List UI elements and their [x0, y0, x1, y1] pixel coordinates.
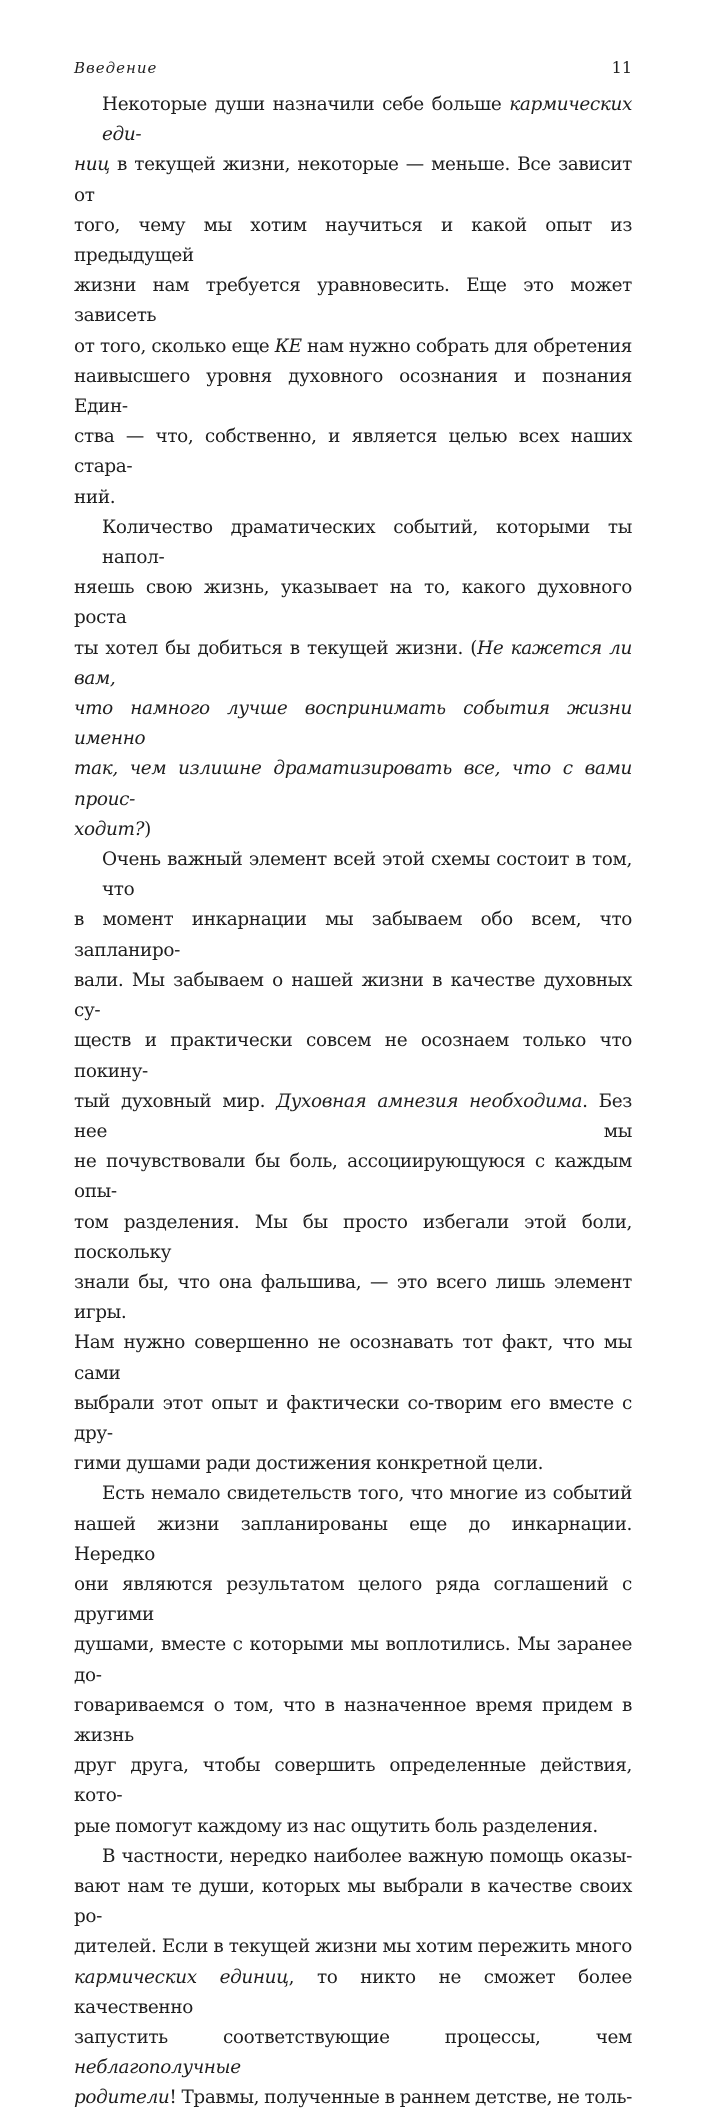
text-run: не почувствовали бы боль, ассоциирующуюся с каждым опы- — [74, 1151, 632, 1203]
text-run: дителей. Если в текущей жизни мы хотим пережить много — [74, 1936, 632, 1958]
text-run: в текущей жизни, некоторые — меньше. Все зависит от — [74, 154, 632, 206]
text-line — [74, 634, 632, 694]
text-run: выбрали этот опыт и фактически со-творим его вместе с дру- — [74, 1392, 632, 1444]
paragraph — [74, 1842, 632, 2114]
text-line — [74, 1147, 632, 1207]
page-number: 11 — [611, 58, 632, 77]
text-run: от того, сколько еще — [74, 335, 275, 357]
text-run: гими душами ради достижения конкретной цели. — [74, 1453, 544, 1475]
text-line — [74, 1268, 632, 1328]
text-run: знали бы, что она фальшива, — это всего лишь элемент игры. — [74, 1271, 632, 1324]
text-line — [74, 1751, 632, 1811]
text-line — [74, 1963, 632, 2023]
text-line — [74, 483, 632, 513]
italic-text: ходит? — [74, 818, 145, 840]
text-line — [74, 332, 632, 362]
text-run: в момент инкарнации мы забываем обо всем, что запланиро- — [74, 909, 632, 961]
text-line — [74, 362, 632, 422]
text-run: ты хотел бы добиться в текущей жизни. ( — [74, 637, 478, 659]
text-run: ществ и практически совсем не осознаем только что покину- — [74, 1030, 632, 1082]
text-run: тый духовный мир. — [74, 1090, 277, 1112]
paragraph — [74, 1479, 632, 1841]
text-run: том разделения. Мы бы просто избегали этой боли, поскольку — [74, 1211, 632, 1263]
text-line — [74, 1328, 632, 1388]
text-line — [74, 271, 632, 331]
italic-text: кармических еди- — [102, 94, 632, 146]
text-line — [74, 845, 632, 905]
body-text — [74, 90, 632, 2114]
text-line — [74, 815, 632, 845]
text-run: , то никто не сможет более качественно — [74, 1966, 632, 2018]
text-run: Количество драматических событий, которыми ты напол- — [102, 516, 632, 569]
text-run: В частности, нередко наиболее важную помощь оказы- — [102, 1845, 632, 1867]
text-line — [74, 573, 632, 633]
text-line — [74, 1510, 632, 1570]
text-run: они являются результатом целого ряда соглашений с другими — [74, 1573, 632, 1626]
text-run: говариваемся о том, что в назначенное время придем в жизнь — [74, 1694, 632, 1746]
text-run: жизни нам требуется уравновесить. Еще это может зависеть — [74, 275, 632, 327]
text-line — [74, 754, 632, 814]
italic-text: КЕ — [274, 335, 302, 357]
text-line — [74, 1570, 632, 1630]
text-run: друг друга, чтобы совершить определенные действия, кото- — [74, 1755, 632, 1807]
paragraph — [74, 845, 632, 1479]
italic-text: ниц — [74, 154, 110, 176]
text-run: вали. Мы забываем о нашей жизни в качестве духовных су- — [74, 969, 632, 1022]
text-line — [74, 90, 632, 150]
text-run: ! Травмы, полученные в раннем детстве, не толь- — [169, 2087, 632, 2109]
text-run: Нам нужно совершенно не осознавать тот факт, что мы сами — [74, 1332, 632, 1384]
paragraph — [74, 90, 632, 513]
text-run: ства — что, собственно, и является целью всех наших стара- — [74, 426, 632, 478]
text-run: того, чему мы хотим научиться и какой опыт из предыдущей — [74, 214, 632, 267]
text-run: няешь свою жизнь, указывает на то, какого духовного роста — [74, 577, 632, 629]
text-line — [74, 1389, 632, 1449]
text-line — [74, 1691, 632, 1751]
text-run: нашей жизни запланированы еще до инкарнации. Нередко — [74, 1513, 632, 1565]
italic-text: родители — [74, 2087, 170, 2109]
text-run: Очень важный элемент всей этой схемы состоит в том, что — [102, 849, 632, 901]
italic-text: неблагополучные — [74, 2057, 241, 2079]
italic-text: Духовная амнезия необходима — [276, 1090, 583, 1112]
text-line — [74, 905, 632, 965]
text-run: рые помогут каждому из нас ощутить боль разделения. — [74, 1815, 598, 1837]
text-line — [74, 1087, 632, 1147]
book-page — [74, 58, 632, 2114]
running-header — [74, 58, 632, 86]
italic-text: что намного лучше воспринимать события жизни именно — [74, 698, 632, 750]
text-run: запустить соответствующие процессы, чем — [74, 2027, 632, 2048]
text-line — [74, 1479, 632, 1509]
text-line — [74, 1026, 632, 1086]
text-run: Некоторые души назначили себе больше — [102, 94, 510, 115]
text-line — [74, 1812, 632, 1842]
text-run: ний. — [74, 486, 116, 508]
text-run: душами, вместе с которыми мы воплотились. Мы заранее до- — [74, 1634, 632, 1686]
text-line — [74, 1449, 632, 1479]
text-line — [74, 694, 632, 754]
text-line — [74, 513, 632, 573]
italic-text: Не кажется ли вам, — [74, 637, 632, 689]
text-line — [74, 1842, 632, 1872]
section-title: Введение — [74, 59, 158, 77]
text-line — [74, 211, 632, 271]
text-run: наивысшего уровня духовного осознания и познания Един- — [74, 365, 632, 418]
text-line — [74, 966, 632, 1026]
italic-text: кармических единиц — [74, 1966, 289, 1988]
text-run: ) — [144, 818, 151, 840]
text-line — [74, 1630, 632, 1690]
text-line — [74, 1208, 632, 1268]
text-line — [74, 2023, 632, 2083]
text-line — [74, 1932, 632, 1962]
text-line — [74, 1872, 632, 1932]
text-line — [74, 2083, 632, 2113]
text-run: . Без нее мы — [74, 1090, 632, 1142]
text-run: вают нам те души, которых мы выбрали в качестве своих ро- — [74, 1875, 632, 1928]
italic-text: так, чем излишне драматизировать все, что с вами проис- — [74, 758, 632, 810]
text-line — [74, 422, 632, 482]
text-run: нам нужно собрать для обретения — [301, 335, 632, 357]
paragraph — [74, 513, 632, 845]
text-run: Есть немало свидетельств того, что многие из событий — [102, 1483, 632, 1505]
text-line — [74, 150, 632, 210]
